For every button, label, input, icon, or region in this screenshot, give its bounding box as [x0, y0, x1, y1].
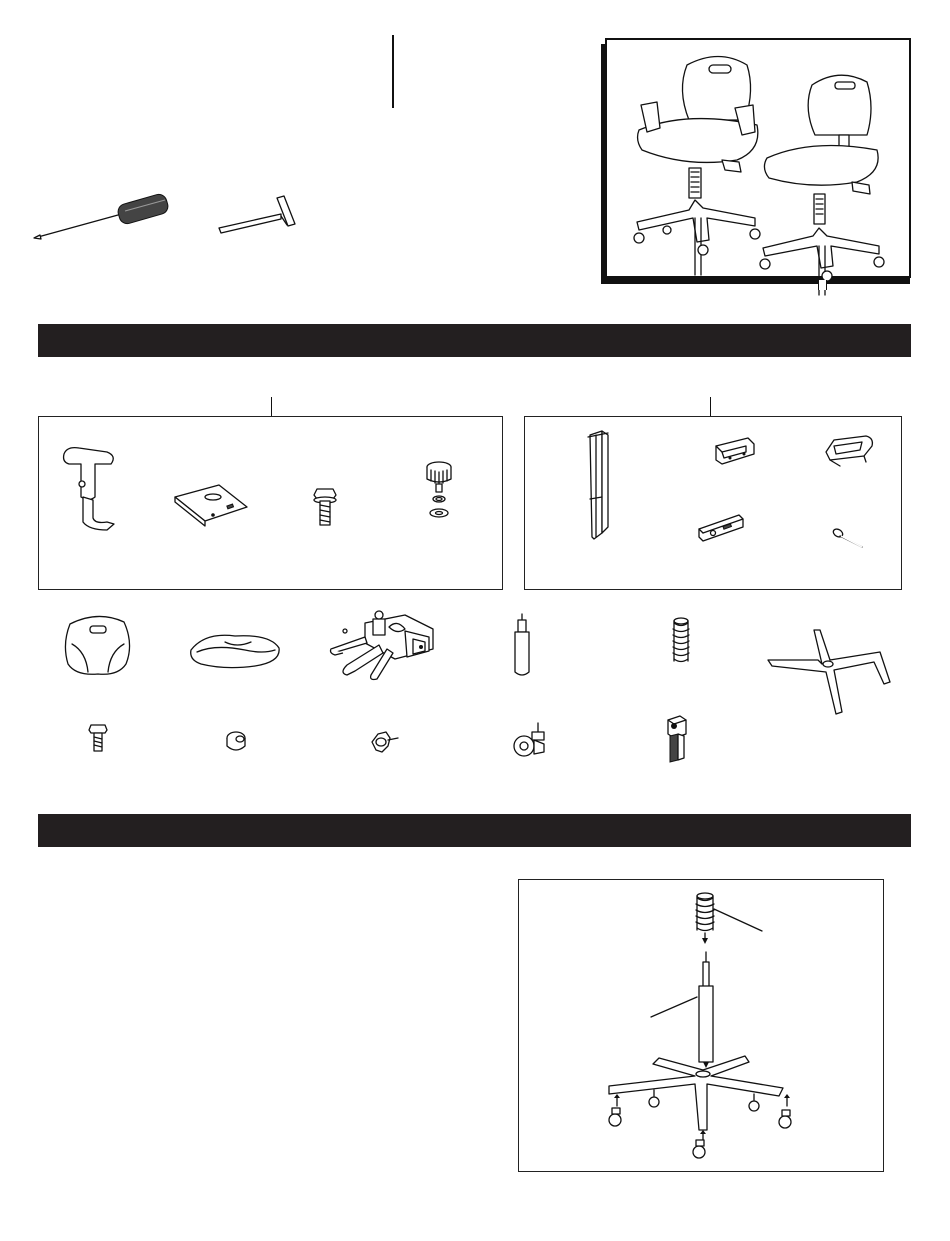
seat-icon	[185, 628, 285, 673]
chair-leg-overhang	[818, 280, 827, 290]
mechanism-icon	[325, 605, 450, 685]
armrest-icon	[59, 442, 129, 537]
back-upright-icon	[580, 427, 620, 547]
hex-key-icon	[215, 192, 300, 237]
caster-icon	[510, 720, 552, 765]
section-bar-1	[38, 324, 911, 357]
callout-line-spring	[714, 905, 774, 935]
cylinder-cover-icon	[668, 615, 694, 670]
chair-without-arms-icon	[757, 70, 907, 295]
section-heading-1	[38, 332, 48, 349]
flange-bolt-icon	[311, 485, 339, 530]
section-heading-2	[38, 822, 48, 839]
assembly-step-box	[518, 879, 884, 1172]
top-divider	[392, 35, 394, 108]
clip-icon	[710, 432, 760, 472]
backrest-icon	[58, 612, 138, 682]
backrest-kit-connector	[710, 397, 711, 416]
cover-icon	[820, 432, 880, 472]
chairs-box	[605, 38, 911, 278]
knob-and-washer-icon	[419, 457, 459, 532]
glide-icon	[220, 728, 252, 756]
callout-line-cylinder	[649, 995, 699, 1020]
bolt-icon	[86, 722, 110, 754]
footrest-connector-icon	[660, 712, 692, 764]
five-star-base-icon	[762, 624, 897, 716]
arm-kit-box	[38, 416, 503, 590]
gas-cylinder-icon	[508, 612, 536, 682]
chair-with-arms-icon	[627, 50, 777, 275]
arm-mounting-plate-icon	[169, 477, 254, 532]
base-with-casters-icon	[599, 1050, 809, 1170]
screw-icon	[830, 525, 870, 555]
backrest-kit-box	[524, 416, 902, 590]
star-knob-icon	[368, 728, 404, 760]
screwdriver-icon	[30, 185, 190, 255]
section-bar-2	[38, 814, 911, 847]
bracket-icon	[695, 507, 750, 547]
arm-kit-connector	[271, 397, 272, 416]
